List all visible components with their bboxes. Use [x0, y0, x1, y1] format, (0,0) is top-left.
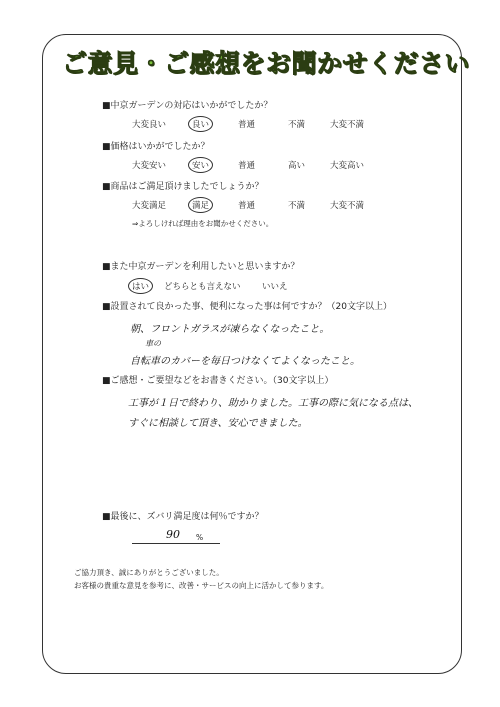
- question-6: ■ご感想・ご要望などをお書きください。（30文字以上）: [102, 376, 334, 386]
- question-4: ■また中京ガーデンを利用したいと思いますか？: [102, 262, 300, 272]
- question-3: ■商品はご満足頂けましたでしょうか？: [102, 182, 264, 192]
- q6-answer-line-1: 工事が１日で終わり、助かりました。工事の際に気になる点は、: [128, 398, 418, 409]
- question-7: ■最後に、ズバリ満足度は何％ですか？: [102, 512, 264, 522]
- q2-option-expensive[interactable]: 高い: [288, 161, 306, 171]
- satisfaction-underline: [132, 543, 220, 544]
- q3-reason-prompt: ⇒よろしければ理由をお聞かせください。: [132, 219, 274, 228]
- question-1: ■中京ガーデンの対応はいかがでしたか？: [102, 101, 273, 111]
- q2-option-cheap-selected[interactable]: 安い: [188, 157, 213, 173]
- q5-answer-insertion: 車の: [145, 339, 161, 348]
- q4-option-neither[interactable]: どちらとも言えない: [164, 282, 241, 292]
- q1-option-very-good[interactable]: 大変良い: [132, 120, 167, 130]
- q2-option-very-cheap[interactable]: 大変安い: [132, 161, 167, 171]
- q4-option-no[interactable]: いいえ: [262, 282, 288, 292]
- satisfaction-value: 90: [166, 528, 180, 541]
- q3-option-normal[interactable]: 普通: [238, 201, 256, 211]
- q1-option-dissatisfied[interactable]: 不満: [288, 120, 306, 130]
- question-5: ■設置されて良かった事、便利になった事は何ですか？（20文字以上）: [102, 302, 392, 312]
- satisfaction-unit: %: [196, 533, 204, 542]
- q2-option-normal[interactable]: 普通: [238, 161, 256, 171]
- q3-option-satisfied-selected[interactable]: 満足: [188, 197, 213, 213]
- q1-option-normal[interactable]: 普通: [238, 120, 256, 130]
- survey-title: ご意見・ご感想をお聞かせください: [62, 49, 471, 78]
- q6-answer-line-2: すぐに相談して頂き、安心できました。: [128, 418, 308, 429]
- question-2: ■価格はいかがでしたか？: [102, 142, 210, 152]
- q1-option-very-dissatisfied[interactable]: 大変不満: [330, 120, 365, 130]
- q3-option-very-dissatisfied[interactable]: 大変不満: [330, 201, 365, 211]
- q2-option-very-expensive[interactable]: 大変高い: [330, 161, 365, 171]
- q3-option-very-satisfied[interactable]: 大変満足: [132, 201, 167, 211]
- q5-answer-line-1: 朝、フロントガラスが凍らなくなったこと。: [130, 324, 330, 335]
- footer-message: お客様の貴重な意見を参考に、改善・サービスの向上に活かして参ります。: [74, 581, 329, 590]
- footer-thanks: ご協力頂き、誠にありがとうございました。: [74, 568, 224, 577]
- q1-option-good-selected[interactable]: 良い: [188, 116, 213, 132]
- q4-option-yes-selected[interactable]: はい: [128, 278, 153, 294]
- q5-answer-line-2: 自転車のカバーを毎日つけなくてよくなったこと。: [130, 356, 360, 367]
- q3-option-dissatisfied[interactable]: 不満: [288, 201, 306, 211]
